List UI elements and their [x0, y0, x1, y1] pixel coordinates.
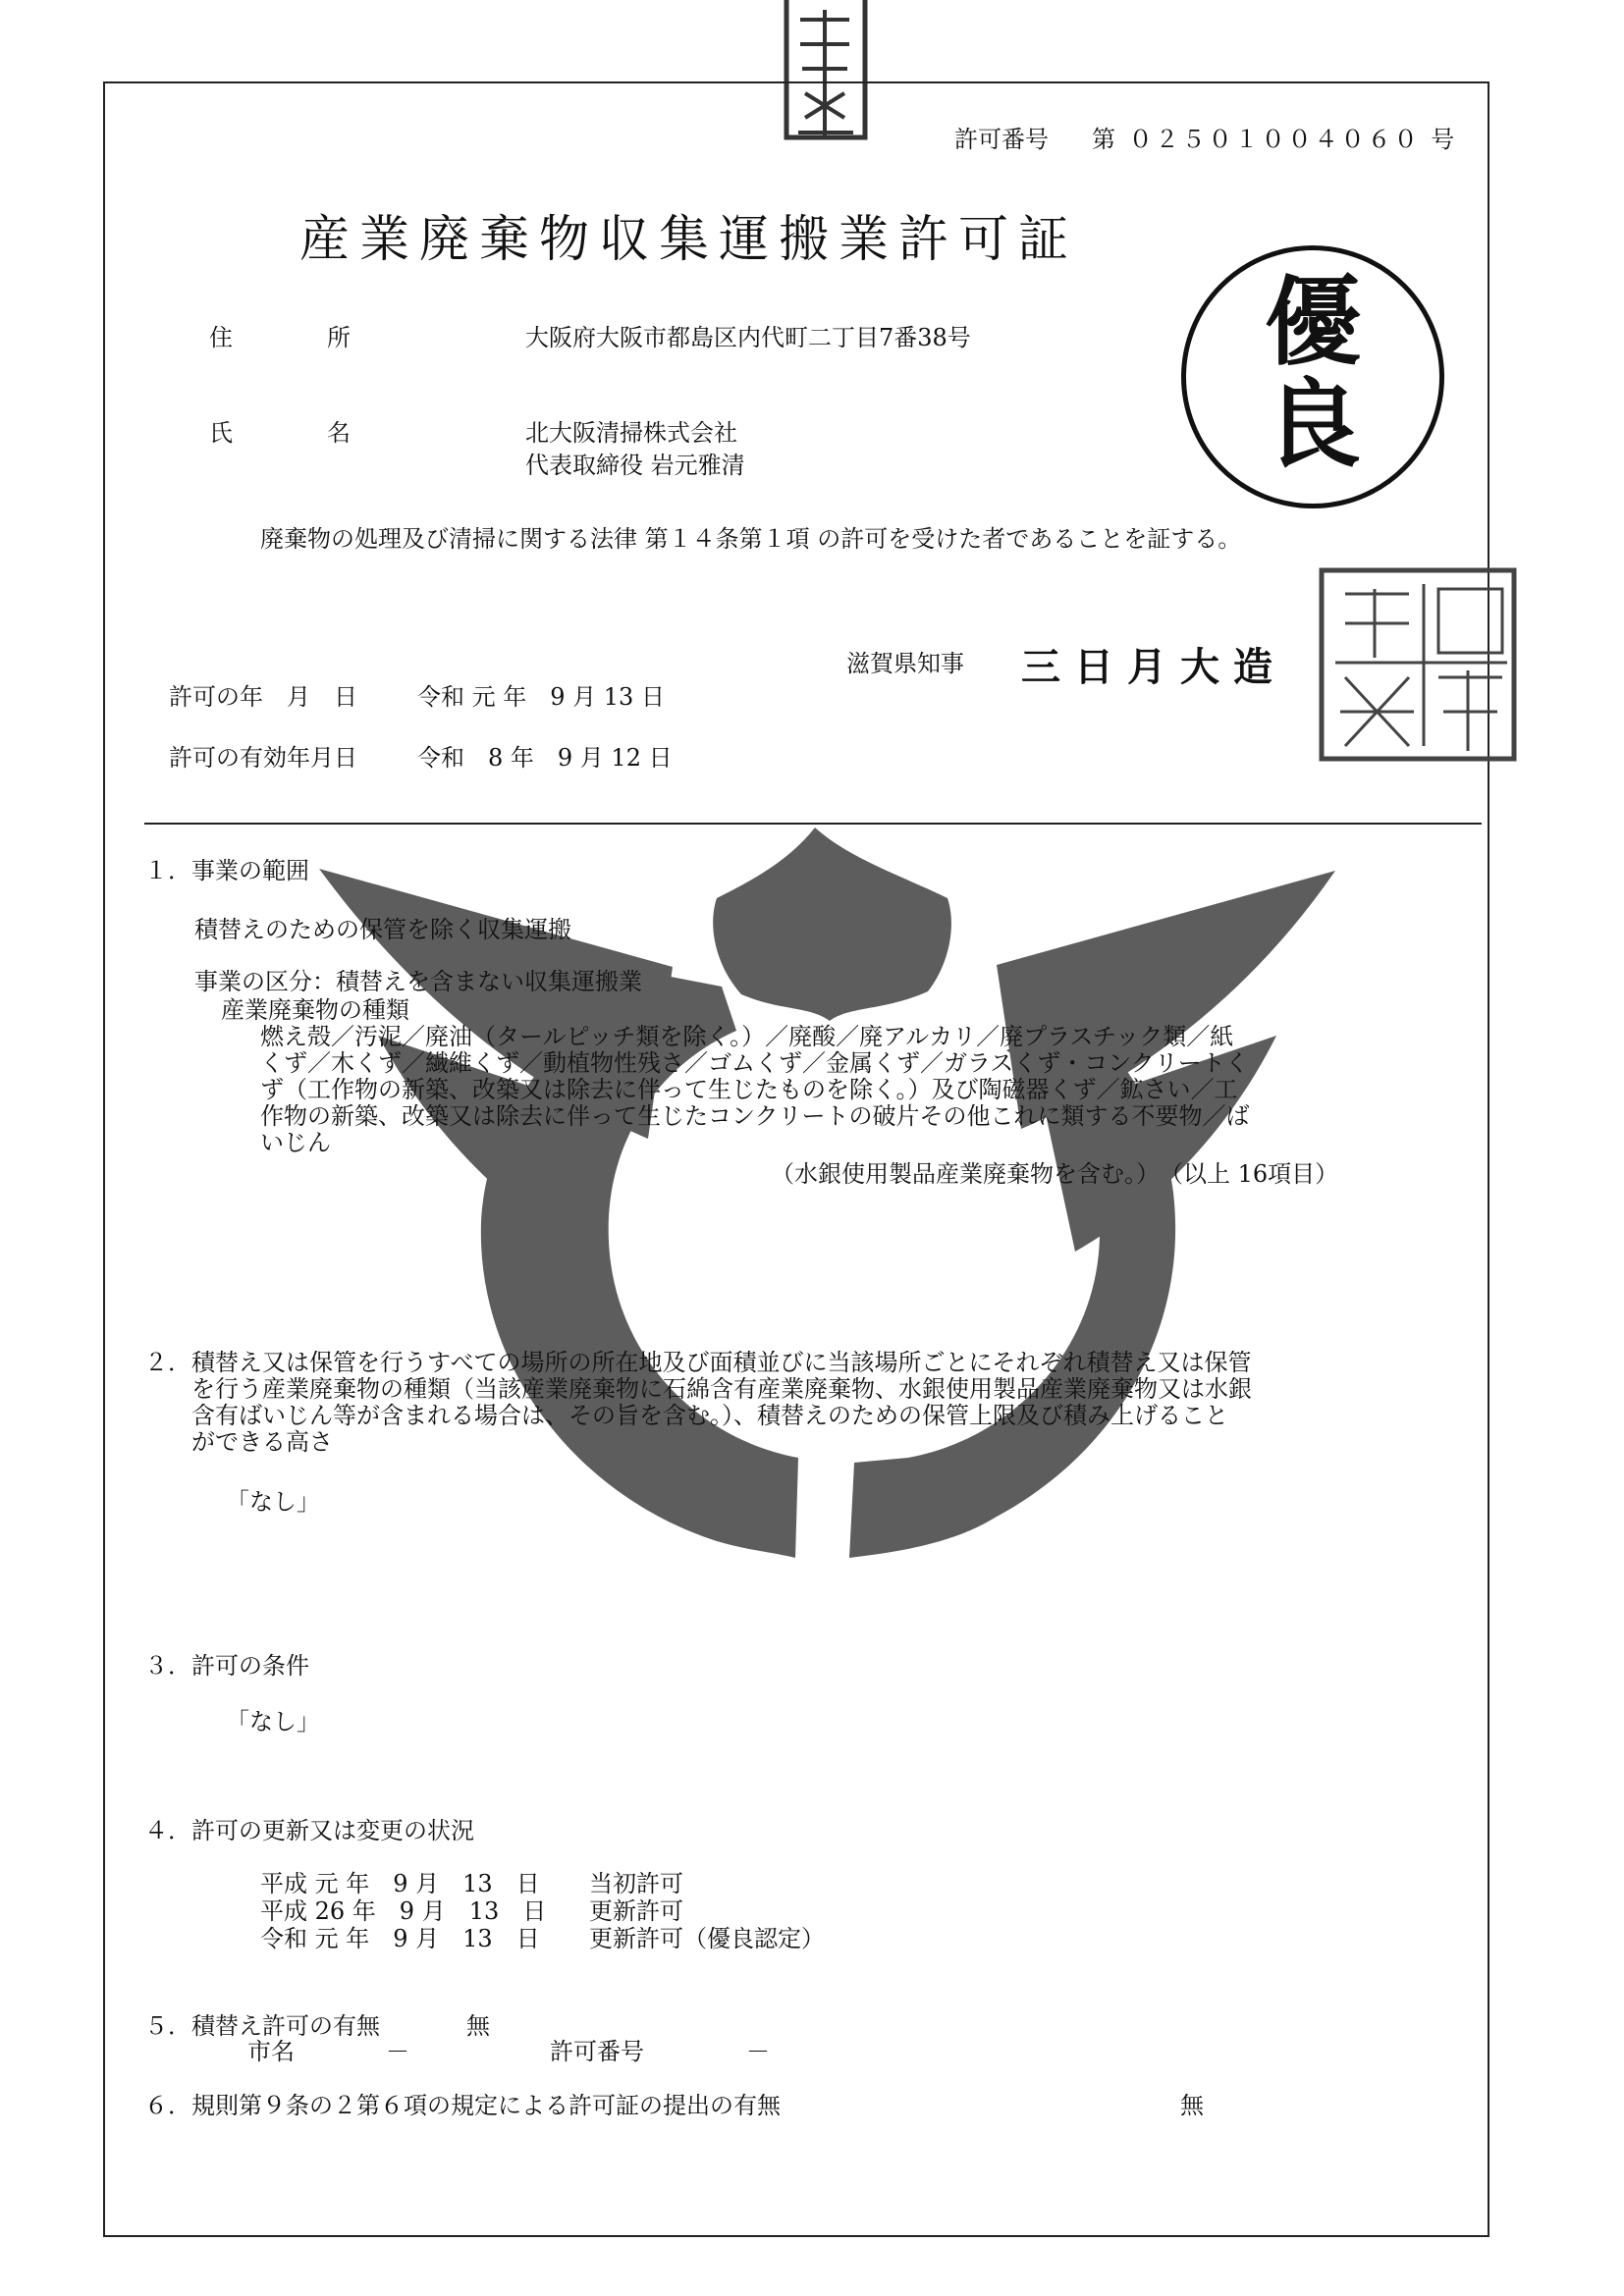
- section5-value: 無: [466, 2012, 490, 2040]
- governor-title: 滋賀県知事: [846, 650, 964, 677]
- section2-line: ２．積替え又は保管を行うすべての場所の所在地及び面積並びに当該場所ごとにそれぞれ積替え又は保管: [144, 1349, 1252, 1376]
- certification-statement: 廃棄物の処理及び清掃に関する法律 第１４条第１項 の許可を受けた者であることを証する。: [260, 525, 1242, 553]
- section5-heading: ５．積替え許可の有無: [144, 2012, 380, 2040]
- section5-permit-number-label: 許可番号: [550, 2038, 644, 2065]
- section2-line: 含有ばいじん等が含まれる場合は、その旨を含む。）、積替えのための保管上限及び積み上げること: [191, 1402, 1228, 1429]
- section1-heading: １．事業の範囲: [144, 857, 309, 884]
- section2-line: を行う産業廃棄物の種類（当該産業廃棄物に石綿含有産業廃棄物、水銀使用製品産業廃棄物又は水銀: [191, 1375, 1252, 1403]
- certificate-title: 産業廃棄物収集運搬業許可証: [299, 211, 1079, 269]
- history-date: 平成 26 年 9 月 13 日: [260, 1897, 547, 1925]
- waste-line: くず／木くず／繊維くず／動植物性残さ／ゴムくず／金属くず／ガラスくず・コンクリートく: [260, 1049, 1249, 1077]
- header-divider: [144, 823, 1482, 825]
- waste-types-note: （水銀使用製品産業廃棄物を含む。） （以上 16項目）: [771, 1160, 1339, 1188]
- section1-scope: 積替えのための保管を除く収集運搬: [194, 916, 571, 943]
- section3-heading: ３．許可の条件: [144, 1652, 309, 1680]
- excellent-mark-char-2: 良: [1264, 368, 1361, 481]
- section1-division: 事業の区分：積替えを含まない収集運搬業: [194, 968, 642, 995]
- excellent-certification-mark: [1181, 245, 1444, 508]
- waste-line: 燃え殻／汚泥／廃油（タールピッチ類を除く。）／廃酸／廃アルカリ／廃プラスチック類／紙: [260, 1023, 1234, 1050]
- section3-value: 「なし」: [226, 1708, 320, 1735]
- history-status: 更新許可: [589, 1897, 683, 1925]
- valid-until-label: 許可の有効年月日: [169, 744, 357, 772]
- section6-value: 無: [1180, 2092, 1204, 2119]
- history-status: 更新許可（優良認定）: [589, 1925, 825, 1952]
- address-label: 住 所: [209, 324, 351, 351]
- permit-number-label: 許可番号: [954, 126, 1049, 153]
- history-date: 平成 元 年 9 月 13 日: [260, 1870, 540, 1897]
- waste-line: ず（工作物の新築、改築又は除去に伴って生じたものを除く。）及び陶磁器くず／鉱さい／工: [260, 1076, 1238, 1103]
- waste-line: いじん: [260, 1129, 331, 1156]
- governor-seal-stamp: [1316, 564, 1522, 766]
- section4-heading: ４．許可の更新又は変更の状況: [144, 1817, 474, 1844]
- address-value: 大阪府大阪市都島区内代町二丁目7番38号: [525, 324, 971, 351]
- history-date: 令和 元 年 9 月 13 日: [260, 1925, 540, 1952]
- company-name: 北大阪清掃株式会社: [525, 419, 737, 447]
- governor-name: 三日月大造: [1021, 644, 1286, 690]
- permit-date-label: 許可の年 月 日: [169, 683, 357, 711]
- valid-until-value: 令和 8 年 9 月 12 日: [417, 744, 673, 772]
- city-value: －: [386, 2038, 409, 2065]
- permit-date-value: 令和 元 年 9 月 13 日: [417, 683, 665, 711]
- section2-line: ができる高さ: [191, 1428, 333, 1456]
- representative-name: 代表取締役 岩元雅清: [525, 452, 745, 479]
- waste-line: 作物の新築、改築又は除去に伴って生じたコンクリートの破片その他これに類する不要物／ば: [260, 1102, 1250, 1130]
- city-label: 市名: [247, 2038, 295, 2065]
- name-label: 氏 名: [209, 419, 351, 447]
- history-status: 当初許可: [589, 1870, 683, 1897]
- section5-permit-number-value: －: [746, 2038, 770, 2065]
- permit-number-value: 第 ０２５０１００４０６０ 号: [1092, 126, 1458, 153]
- excellent-mark-char-1: 優: [1264, 266, 1361, 379]
- section2-value: 「なし」: [226, 1488, 320, 1516]
- waste-types-heading: 産業廃棄物の種類: [221, 996, 409, 1024]
- section6-heading: ６．規則第９条の２第６項の規定による許可証の提出の有無: [144, 2092, 781, 2119]
